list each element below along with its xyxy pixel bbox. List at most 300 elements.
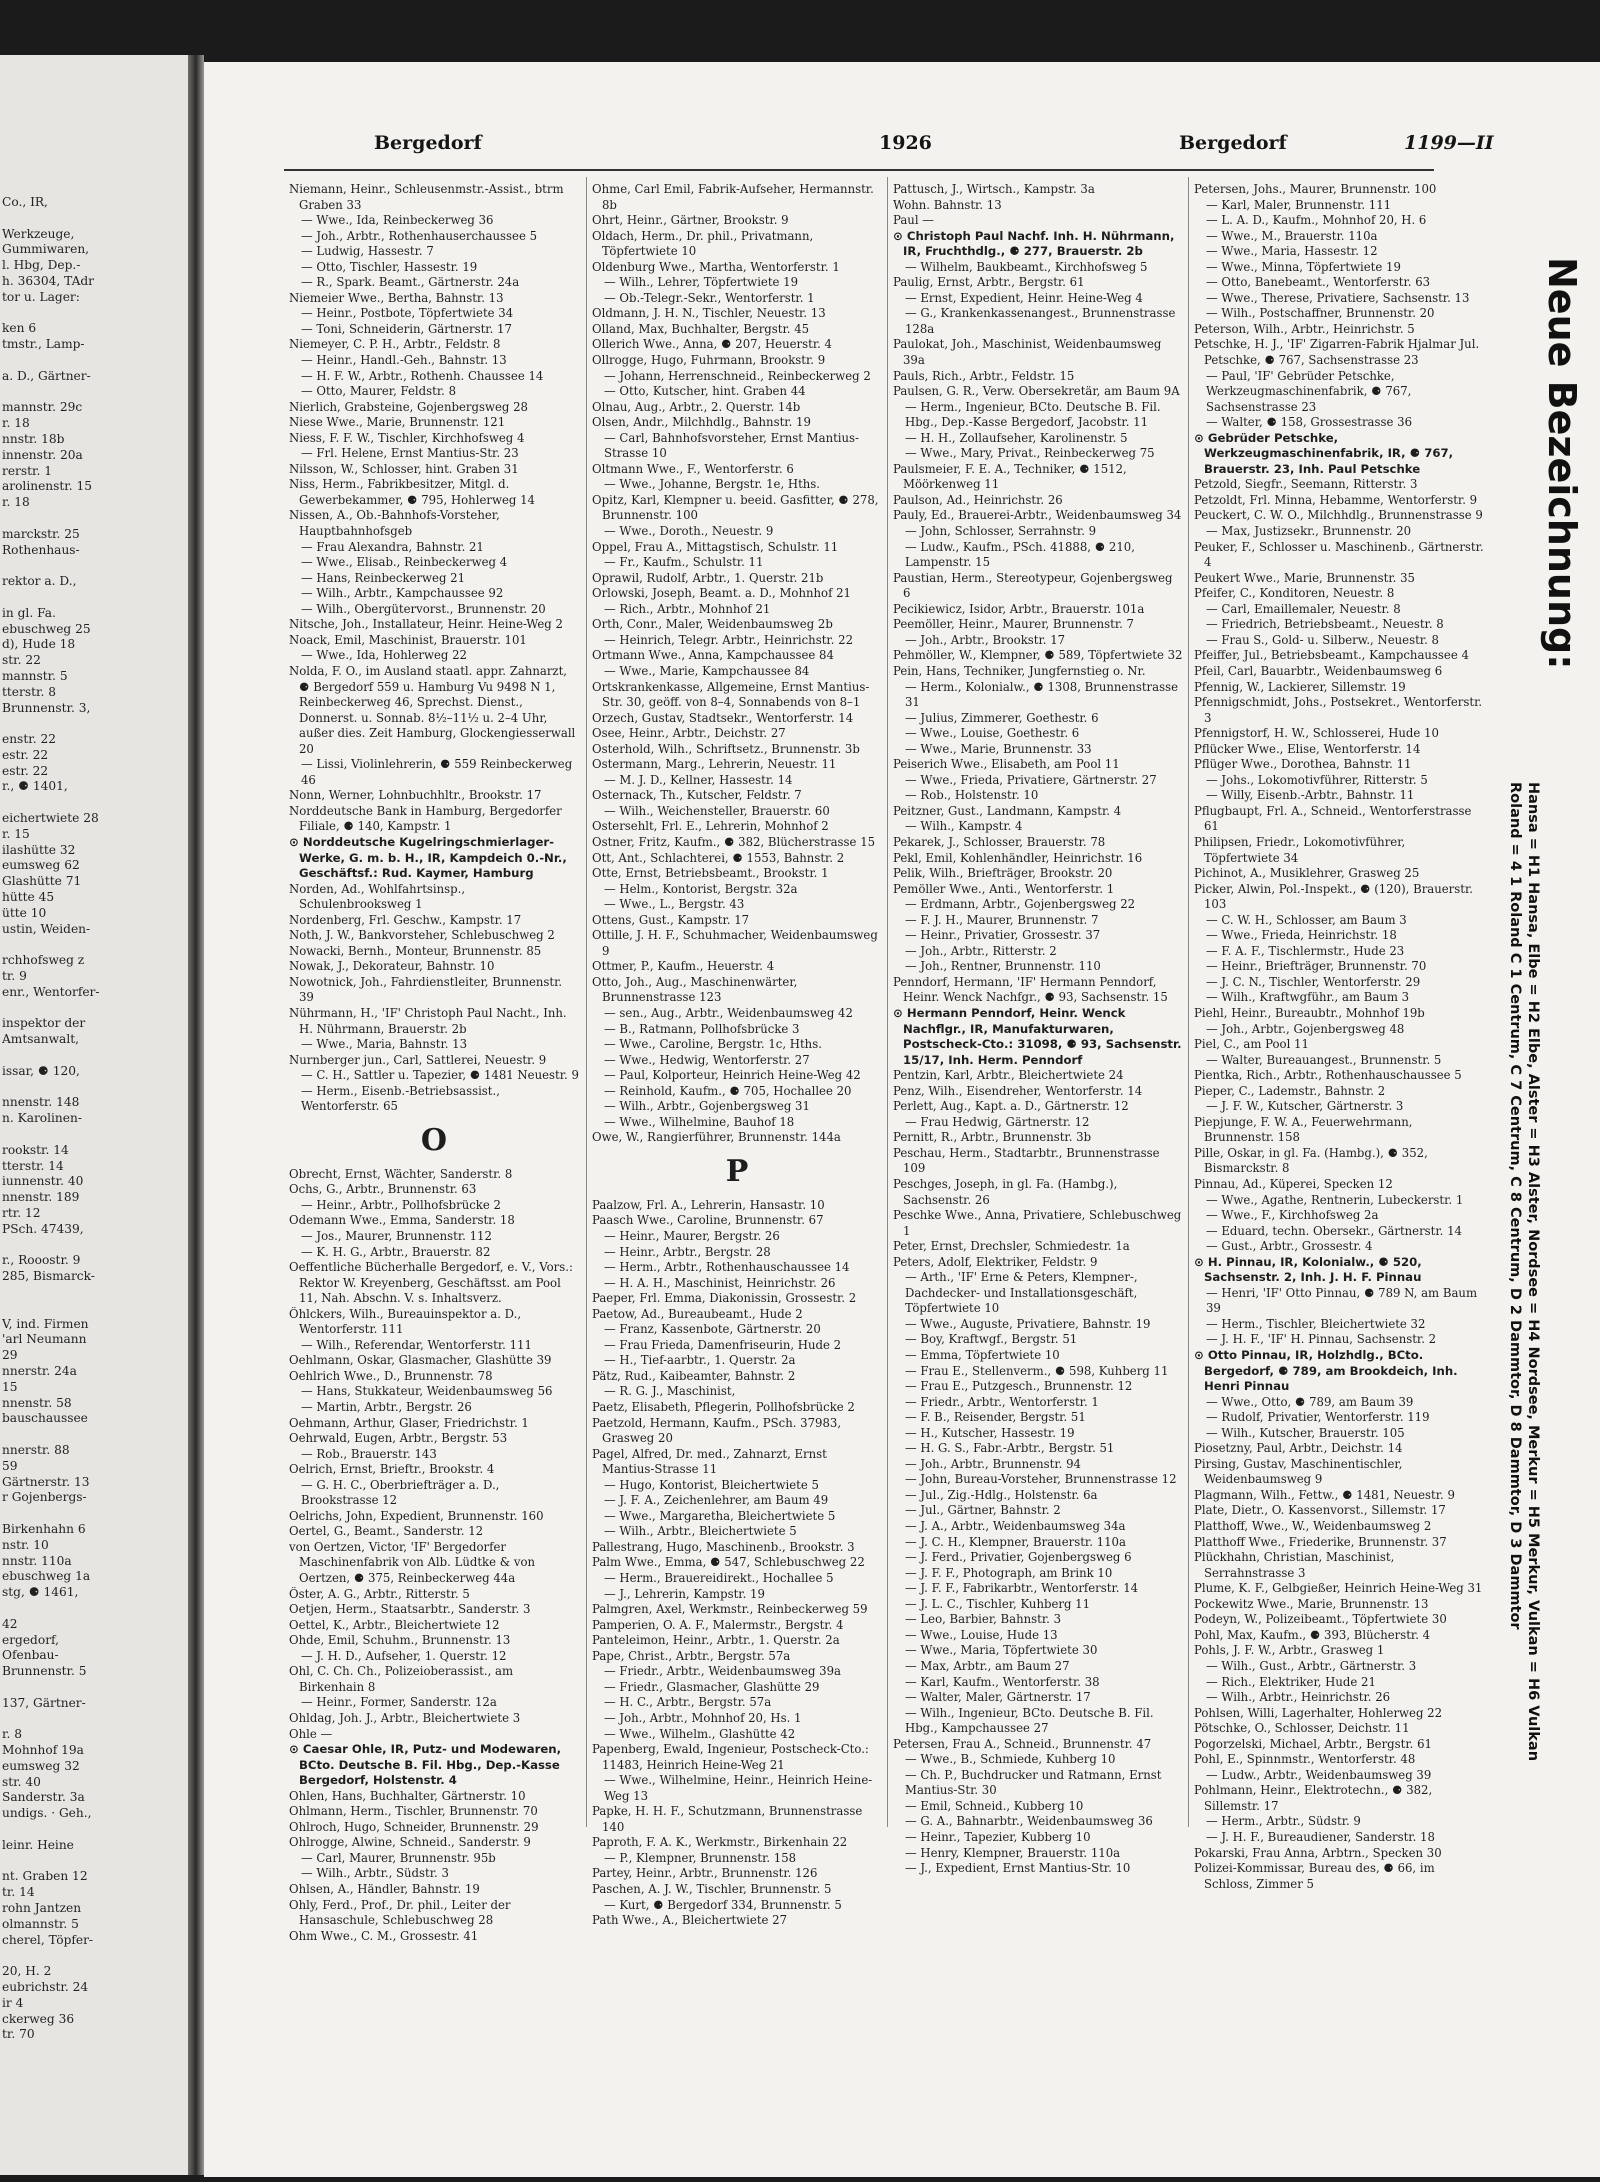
fragment-line: tterstr. 14 <box>2 1158 64 1173</box>
directory-entry: — Heinr., Handl.-Geh., Bahnstr. 13 <box>301 353 507 368</box>
directory-entry: — P., Klempner, Brunnenstr. 158 <box>604 1850 797 1865</box>
fragment-line: V, ind. Firmen <box>2 1316 89 1331</box>
directory-entry: — Heinr., Arbtr., Pollhofsbrücke 2 <box>301 1197 501 1212</box>
directory-entry: Paeper, Frl. Emma, Diakonissin, Grossestr. 2 <box>592 1291 857 1306</box>
fragment-line: nnstr. 110a <box>2 1553 72 1568</box>
directory-entry: — Heinr., Maurer, Bergstr. 26 <box>604 1229 780 1243</box>
fragment-line: nnenstr. 189 <box>2 1190 80 1205</box>
fragment-line: str. 40 <box>2 1774 41 1789</box>
fragment-line: Brunnenstr. 5 <box>2 1664 87 1679</box>
fragment-line: Brunnenstr. 3, <box>2 700 91 715</box>
directory-entry: — Friedr., Arbtr., Wentorferstr. 1 <box>905 1394 1099 1409</box>
directory-entry: Nitsche, Joh., Installateur, Heinr. Heine-Weg 2 <box>289 617 563 632</box>
directory-entry: — Wwe., Ida, Hohlerweg 22 <box>301 648 467 663</box>
directory-entry: Niess, F. F. W., Tischler, Kirchhofsweg 4 <box>289 430 525 445</box>
directory-entry: — Herm., Arbtr., Rothenhauschaussee 14 <box>604 1260 850 1275</box>
directory-entry: Oldenburg Wwe., Martha, Wentorferstr. 1 <box>592 259 840 274</box>
directory-entry: — Ludwig, Hassestr. 7 <box>301 244 434 259</box>
fragment-line: Birkenhahn 6 <box>2 1521 86 1536</box>
directory-entry: Pape, Christ., Arbtr., Bergstr. 57a <box>592 1648 791 1663</box>
directory-entry: Ochs, G., Arbtr., Brunnenstr. 63 <box>289 1182 477 1197</box>
fragment-line: PSch. 47439, <box>2 1221 84 1236</box>
directory-entry: — Helm., Kontorist, Bergstr. 32a <box>604 881 798 896</box>
fragment-line: nstr. 10 <box>2 1537 49 1552</box>
directory-entry: Ottens, Gust., Kampstr. 17 <box>592 912 750 927</box>
directory-entry: — Wwe., M., Brauerstr. 110a <box>1206 228 1378 243</box>
fragment-line <box>2 211 186 227</box>
directory-entry: — Wilh., Arbtr., Südstr. 3 <box>301 1866 449 1881</box>
fragment-line: undigs. · Geh., <box>2 1806 92 1821</box>
directory-entry: — J. C. N., Tischler, Wentorferstr. 29 <box>1206 974 1421 989</box>
directory-entry: Oltmann Wwe., F., Wentorferstr. 6 <box>592 461 794 476</box>
directory-entry: Platthoff, Wwe., W., Weidenbaumsweg 2 <box>1194 1519 1432 1534</box>
directory-entry: Pfennigschmidt, Johs., Postsekret., Wentorferstr. 3 <box>1194 695 1483 725</box>
side-note-line: Hansa = H1 Hansa, Elbe = H2 Elbe, Alster = H3 Alster, Nordsee = H4 Nordsee, Merkur = H5 Merkur, Vulkan = H6 Vulkan <box>1525 782 1541 1762</box>
directory-entry: Opitz, Karl, Klempner u. beeid. Gasfitter, ⚈ 278, Brunnenstr. 100 <box>592 492 879 523</box>
directory-entry: — Karl, Maler, Brunnenstr. 111 <box>1206 197 1392 212</box>
directory-entry: Piosetzny, Paul, Arbtr., Deichstr. 14 <box>1194 1441 1403 1456</box>
directory-entry: — Carl, Bahnhofsvorsteher, Ernst Mantius-Strasse 10 <box>604 430 860 461</box>
directory-entry: Norddeutsche Bank in Hamburg, Bergedorfer Filiale, ⚈ 140, Kampstr. 1 <box>289 803 562 834</box>
fragment-line: nnenstr. 58 <box>2 1395 72 1410</box>
directory-entry: Path Wwe., A., Bleichertwiete 27 <box>592 1913 788 1928</box>
directory-entry: Ottmer, P., Kaufm., Heuerstr. 4 <box>592 959 775 974</box>
directory-entry: — Wilh., Arbtr., Gojenbergsweg 31 <box>604 1099 810 1114</box>
fragment-line: hütte 45 <box>2 890 55 905</box>
directory-entry: Pogorzelski, Michael, Arbtr., Bergstr. 61 <box>1194 1736 1432 1751</box>
directory-entry: Piehl, Heinr., Bureaubtr., Mohnhof 19b <box>1194 1005 1425 1020</box>
directory-entry: Ortskrankenkasse, Allgemeine, Ernst Mantius-Str. 30, geöff. von 8–4, Sonnabends von 8–1 <box>592 679 870 710</box>
directory-entry: Oldach, Herm., Dr. phil., Privatmann, Töpfertwiete 10 <box>592 228 814 259</box>
fragment-line <box>2 716 186 732</box>
directory-entry: — Hans, Stukkateur, Weidenbaumsweg 56 <box>301 1384 553 1399</box>
directory-entry: Obrecht, Ernst, Wächter, Sanderstr. 8 <box>289 1166 513 1181</box>
directory-entry: — Kurt, ⚈ Bergedorf 334, Brunnenstr. 5 <box>604 1897 842 1912</box>
directory-entry: — Wwe., Hedwig, Wentorferstr. 27 <box>604 1052 810 1067</box>
directory-entry: Paul — <box>893 213 934 228</box>
directory-entry: — Karl, Kaufm., Wentorferstr. 38 <box>905 1674 1100 1689</box>
directory-entry: Paalzow, Frl. A., Lehrerin, Hansastr. 10 <box>592 1197 825 1212</box>
directory-entry: Oeffentliche Bücherhalle Bergedorf, e. V., Vors.: Rektor W. Kreyenberg, Geschäftsst. am Pool 11, Nah. Abschn. V. s. Inhaltsverz. <box>289 1260 573 1306</box>
directory-entry: Ohly, Ferd., Prof., Dr. phil., Leiter der Hansaschule, Schlebuschweg 28 <box>289 1897 511 1928</box>
directory-entry: — Wwe., Marie, Brunnenstr. 33 <box>905 741 1092 756</box>
directory-entry: Norden, Ad., Wohlfahrtsinsp., Schulenbrooksweg 1 <box>289 881 466 912</box>
directory-entry: — H. G. S., Fabr.-Arbtr., Bergstr. 51 <box>905 1441 1115 1456</box>
directory-entry: — Wwe., Johanne, Bergstr. 1e, Hths. <box>604 477 821 492</box>
directory-entry: Noth, J. W., Bankvorsteher, Schlebuschweg 2 <box>289 928 555 943</box>
fragment-line <box>2 1080 186 1096</box>
page-number: 1199—II <box>1404 132 1494 154</box>
fragment-line <box>2 937 186 953</box>
directory-entry: Picker, Alwin, Pol.-Inspekt., ⚈ (120), Brauerstr. 103 <box>1194 881 1473 912</box>
fragment-line: rektor a. D., <box>2 574 77 589</box>
directory-entry: — L. A. D., Kaufm., Mohnhof 20, H. 6 <box>1206 213 1427 228</box>
directory-entry: — Carl, Maurer, Brunnenstr. 95b <box>301 1850 496 1865</box>
directory-entry: — Wwe., Frieda, Privatiere, Gärtnerstr. 27 <box>905 772 1157 787</box>
directory-entry: — Rudolf, Privatier, Wentorferstr. 119 <box>1206 1410 1430 1425</box>
directory-entry: — Heinr., Briefträger, Brunnenstr. 70 <box>1206 959 1427 974</box>
directory-entry: — J. C. H., Klempner, Brauerstr. 110a <box>905 1534 1126 1549</box>
directory-entry: Pamperien, O. A. F., Malermstr., Bergstr. 4 <box>592 1617 844 1632</box>
directory-entry: ⊙ H. Pinnau, IR, Kolonialw., ⚈ 520, Sachsenstr. 2, Inh. J. H. F. Pinnau <box>1194 1254 1422 1285</box>
fragment-line: Co., IR, <box>2 195 48 209</box>
directory-entry: — Wilh., Postschaffner, Brunnenstr. 20 <box>1206 306 1435 321</box>
directory-entry: Ohlrogge, Alwine, Schneid., Sanderstr. 9 <box>289 1835 531 1850</box>
fragment-line: innenstr. 20a <box>2 447 83 462</box>
directory-entry: Öster, A. G., Arbtr., Ritterstr. 5 <box>289 1586 470 1601</box>
directory-entry: Pflugbaupt, Frl. A., Schneid., Wentorferstrasse 61 <box>1194 803 1472 834</box>
directory-entry: Ohlen, Hans, Buchhalter, Gärtnerstr. 10 <box>289 1788 526 1803</box>
fragment-line: eumsweg 62 <box>2 858 80 873</box>
directory-entry: — Wilh., Kutscher, Brauerstr. 105 <box>1206 1425 1405 1440</box>
directory-entry: Ollrogge, Hugo, Fuhrmann, Brookstr. 9 <box>592 353 826 368</box>
fragment-line <box>2 1948 186 1964</box>
directory-entry: — Wilh., Lehrer, Töpfertwiete 19 <box>604 275 799 290</box>
directory-entry: — Joh., Rentner, Brunnenstr. 110 <box>905 959 1101 974</box>
directory-entry: — G. A., Bahnarbtr., Weidenbaumsweg 36 <box>905 1814 1153 1829</box>
directory-entry: Petschke, H. J., 'IF' Zigarren-Fabrik Hjalmar Jul. Petschke, ⚈ 767, Sachsenstrasse 23 <box>1194 337 1480 368</box>
directory-entry: Piel, C., am Pool 11 <box>1194 1037 1309 1052</box>
directory-entry: Peschges, Joseph, in gl. Fa. (Hambg.), Sachsenstr. 26 <box>893 1177 1118 1207</box>
directory-entry: Pirsing, Gustav, Maschinentischler, Weidenbaumsweg 9 <box>1194 1456 1403 1487</box>
directory-entry: Owe, W., Rangierführer, Brunnenstr. 144a <box>592 1130 841 1145</box>
fragment-line: Gummiwaren, <box>2 242 90 257</box>
directory-entry: Petersen, Frau A., Schneid., Brunnenstr. 47 <box>893 1736 1152 1751</box>
fragment-line: r Gojenbergs- <box>2 1490 87 1505</box>
directory-entry: — J. F. F., Photograph, am Brink 10 <box>905 1565 1113 1580</box>
directory-entry: — J. F. A., Zeichenlehrer, am Baum 49 <box>604 1493 829 1508</box>
directory-entry: Osterhold, Wilh., Schriftsetz., Brunnenstr. 3b <box>592 741 860 756</box>
directory-entry: — Wwe., Therese, Privatiere, Sachsenstr. 13 <box>1206 290 1470 305</box>
directory-entry: Ostner, Fritz, Kaufm., ⚈ 382, Blücherstrasse 15 <box>592 834 876 849</box>
directory-entry: — Frau Alexandra, Bahnstr. 21 <box>301 539 484 554</box>
directory-entry: Olsen, Andr., Milchhdlg., Bahnstr. 19 <box>592 415 811 430</box>
directory-entry: — Walter, ⚈ 158, Grossestrasse 36 <box>1206 415 1413 430</box>
directory-entry: Ohldag, Joh. J., Arbtr., Bleichertwiete 3 <box>289 1710 521 1725</box>
adjacent-page-fragment <box>0 55 188 2175</box>
directory-entry: — Wilh., Referendar, Wentorferstr. 111 <box>301 1337 532 1352</box>
directory-entry: Ohle — <box>289 1726 333 1741</box>
directory-entry: Nowotnick, Joh., Fahrdienstleiter, Brunnenstr. 39 <box>289 974 563 1005</box>
directory-entry: Philipsen, Friedr., Lokomotivführer, Töpfertwiete 34 <box>1194 834 1406 865</box>
directory-entry: — J. Ferd., Privatier, Gojenbergsweg 6 <box>905 1550 1132 1565</box>
directory-entry: Otto, Joh., Aug., Maschinenwärter, Brunnenstrasse 123 <box>592 974 798 1005</box>
directory-entry: — Joh., Arbtr., Brookstr. 17 <box>905 632 1066 647</box>
directory-entry: — Ch. P., Buchdrucker und Ratmann, Ernst Mantius-Str. 30 <box>905 1767 1162 1798</box>
directory-entry: — John, Bureau-Vorsteher, Brunnenstrasse 12 <box>905 1472 1177 1487</box>
fragment-line: ustin, Weiden- <box>2 921 91 936</box>
side-title: Neue Bezeichnung: <box>1540 257 1584 670</box>
directory-entry: — Joh., Arbtr., Mohnhof 20, Hs. 1 <box>604 1710 802 1725</box>
directory-entry: — F. A. F., Tischlermstr., Hude 23 <box>1206 943 1405 958</box>
directory-entry: Ortmann Wwe., Anna, Kampchaussee 84 <box>592 648 834 663</box>
directory-entry: Pein, Hans, Techniker, Jungfernstieg o. Nr. <box>893 663 1146 678</box>
directory-entry: — Jos., Maurer, Brunnenstr. 112 <box>301 1229 492 1243</box>
adjacent-page-text <box>2 195 186 2043</box>
directory-entry: — Herm., Eisenb.-Betriebsassist., Wentorferstr. 65 <box>301 1083 500 1114</box>
fragment-line: nnenstr. 148 <box>2 1095 80 1110</box>
directory-entry: — Wilh., Ingenieur, BCto. Deutsche B. Fil. Hbg., Kampchaussee 27 <box>905 1705 1154 1736</box>
fragment-line <box>2 1506 186 1522</box>
directory-entry: Palmgren, Axel, Werkmstr., Reinbeckerweg 59 <box>592 1602 868 1617</box>
directory-entry: — Otto, Kutscher, hint. Graben 44 <box>604 384 806 399</box>
fragment-line: estr. 22 <box>2 747 49 762</box>
directory-entry: Pekl, Emil, Kohlenhändler, Heinrichstr. 16 <box>893 850 1143 865</box>
fragment-line: 59 <box>2 1458 18 1473</box>
fragment-line: stg, ⚈ 1461, <box>2 1585 79 1600</box>
directory-entry: — Wwe., Wilhelmine, Heinr., Heinrich Heine-Weg 13 <box>604 1773 873 1803</box>
directory-entry: — Walter, Maler, Gärtnerstr. 17 <box>905 1690 1091 1705</box>
directory-entry: ⊙ Hermann Penndorf, Heinr. Wenck Nachflgr., IR, Manufakturwaren, Postscheck-Cto.: 31098, ⚈ 93, Sachsenstr. 15/17, Inh. Herm. Penndorf <box>893 1005 1182 1067</box>
directory-entry: Ohl, C. Ch. Ch., Polizeioberassist., am Birkenhain 8 <box>289 1664 514 1694</box>
header-left-title: Bergedorf <box>374 132 482 154</box>
fragment-line: Ofenbau- <box>2 1648 59 1663</box>
directory-entry: — Wwe., Louise, Hude 13 <box>905 1627 1058 1642</box>
directory-entry: Ohlsen, A., Händler, Bahnstr. 19 <box>289 1881 480 1896</box>
directory-entry: — G., Krankenkassenangest., Brunnenstrasse 128a <box>905 306 1176 336</box>
directory-entry: — Joh., Arbtr., Ritterstr. 2 <box>905 943 1057 958</box>
directory-entry: Pohlmann, Heinr., Elektrotechn., ⚈ 382, Sillemstr. 17 <box>1194 1783 1433 1813</box>
directory-entry: Piepjunge, F. W. A., Feuerwehrmann, Brunnenstr. 158 <box>1194 1114 1413 1145</box>
directory-entry: Pokarski, Frau Anna, Arbtrn., Specken 30 <box>1194 1845 1442 1860</box>
directory-entry: Pfeil, Carl, Bauarbtr., Weidenbaumsweg 6 <box>1194 663 1443 678</box>
directory-entry: — Wwe., Maria, Töpfertwiete 30 <box>905 1643 1098 1658</box>
directory-entry: — Wilh., Weichensteller, Brauerstr. 60 <box>604 803 830 818</box>
directory-entry: — B., Ratmann, Pollhofsbrücke 3 <box>604 1021 800 1036</box>
directory-entry: Pohls, J. F. W., Arbtr., Grasweg 1 <box>1194 1643 1385 1658</box>
directory-entry: Nordenberg, Frl. Geschw., Kampstr. 17 <box>289 912 522 927</box>
directory-entry: — Wilh., Arbtr., Heinrichstr. 26 <box>1206 1690 1391 1705</box>
directory-entry: Peschau, Herm., Stadtarbtr., Brunnenstrasse 109 <box>893 1145 1160 1176</box>
directory-entry: Olland, Max, Buchhalter, Bergstr. 45 <box>592 321 810 336</box>
directory-entry: — Heinr., Former, Sanderstr. 12a <box>301 1695 497 1710</box>
section-letter: P <box>725 1153 749 1189</box>
directory-entry: — Otto, Tischler, Hassestr. 19 <box>301 259 478 274</box>
fragment-line: rerstr. 1 <box>2 463 53 478</box>
directory-entry: — Herm., Brauereidirekt., Hochallee 5 <box>604 1571 834 1586</box>
fragment-line: rtr. 12 <box>2 1206 41 1220</box>
directory-entry: — Wwe., B., Schmiede, Kuhberg 10 <box>905 1752 1116 1767</box>
directory-entry: — Heinrich, Telegr. Arbtr., Heinrichstr. 22 <box>604 632 853 647</box>
directory-entry: Ohrt, Heinr., Gärtner, Brookstr. 9 <box>592 213 789 228</box>
directory-entry: Pfeifer, C., Konditoren, Neuestr. 8 <box>1194 586 1395 601</box>
directory-column-4 <box>1194 182 1484 1892</box>
directory-entry: Oppel, Frau A., Mittagstisch, Schulstr. 11 <box>592 539 839 554</box>
fragment-line: enstr. 22 <box>2 732 56 747</box>
fragment-line: ütte 10 <box>2 905 47 920</box>
directory-entry: Plagmann, Wilh., Fettw., ⚈ 1481, Neuestr. 9 <box>1194 1487 1455 1502</box>
fragment-line: rchhofsweg z <box>2 953 85 968</box>
directory-entry: Niemann, Heinr., Schleusenmstr.-Assist., btrm Graben 33 <box>289 182 564 212</box>
directory-entry: — M. J. D., Kellner, Hassestr. 14 <box>604 772 793 787</box>
directory-entry: Pauls, Rich., Arbtr., Feldstr. 15 <box>893 368 1075 383</box>
directory-entry: Peiserich Wwe., Elisabeth, am Pool 11 <box>893 757 1120 772</box>
directory-entry: — Herm., Ingenieur, BCto. Deutsche B. Fil. Hbg., Dep.-Kasse Bergedorf, Jacobstr. 11 <box>905 399 1161 430</box>
directory-entry: Pecikiewicz, Isidor, Arbtr., Brauerstr. 101a <box>893 601 1145 616</box>
directory-entry: — H., Kutscher, Hassestr. 19 <box>905 1425 1075 1440</box>
column-divider <box>887 177 888 1827</box>
directory-entry: Pichinot, A., Musiklehrer, Grasweg 25 <box>1194 866 1420 881</box>
directory-entry: Platthoff Wwe., Friederike, Brunnenstr. 37 <box>1194 1534 1447 1549</box>
directory-entry: — Wwe., L., Bergstr. 43 <box>604 897 745 912</box>
fragment-line <box>2 1822 186 1838</box>
directory-entry: Oelrich, Ernst, Brieftr., Brookstr. 4 <box>289 1462 495 1477</box>
directory-entry: Plume, K. F., Gelbgießer, Heinrich Heine-Weg 31 <box>1194 1581 1483 1596</box>
directory-entry: — Wwe., Maria, Hassestr. 12 <box>1206 244 1378 259</box>
fragment-line <box>2 1238 186 1254</box>
directory-entry: — Julius, Zimmerer, Goethestr. 6 <box>905 710 1099 725</box>
fragment-line: 20, H. 2 <box>2 1964 52 1979</box>
directory-entry: Petzold, Siegfr., Seemann, Ritterstr. 3 <box>1194 477 1418 492</box>
directory-entry: — Eduard, techn. Obersekr., Gärtnerstr. 14 <box>1206 1223 1462 1238</box>
page-header <box>204 132 1600 172</box>
directory-entry: — Wwe., Caroline, Bergstr. 1c, Hths. <box>604 1037 822 1052</box>
fragment-line: Gärtnerstr. 13 <box>2 1474 90 1489</box>
directory-entry: Peters, Adolf, Elektriker, Feldstr. 9 <box>893 1254 1098 1269</box>
fragment-line <box>2 1285 186 1301</box>
directory-entry: Ohme, Carl Emil, Fabrik-Aufseher, Hermannstr. 8b <box>592 182 874 212</box>
directory-entry: — Wilh., Obergütervorst., Brunnenstr. 20 <box>301 601 546 616</box>
directory-entry: — Ludw., Arbtr., Weidenbaumsweg 39 <box>1206 1767 1432 1782</box>
directory-entry: — Wilhelm, Baukbeamt., Kirchhofsweg 5 <box>905 259 1148 274</box>
directory-column-3 <box>893 182 1183 1877</box>
directory-entry: Pinnau, Ad., Küperei, Specken 12 <box>1194 1177 1393 1191</box>
directory-entry: Pallestrang, Hugo, Maschinenb., Brookstr. 3 <box>592 1539 855 1554</box>
directory-entry: Osternack, Th., Kutscher, Feldstr. 7 <box>592 788 802 803</box>
directory-entry: — Frau E., Putzgesch., Brunnenstr. 12 <box>905 1379 1133 1394</box>
directory-entry: Pflüger Wwe., Dorothea, Bahnstr. 11 <box>1194 757 1412 772</box>
directory-entry: — Fr., Kaufm., Schulstr. 11 <box>604 555 764 570</box>
fragment-line: marckstr. 25 <box>2 526 80 541</box>
directory-entry: — Wwe., Elisab., Reinbeckerweg 4 <box>301 555 508 570</box>
directory-entry: Pflücker Wwe., Elise, Wentorferstr. 14 <box>1194 741 1421 756</box>
directory-entry: Niemeyer, C. P. H., Arbtr., Feldstr. 8 <box>289 337 501 352</box>
directory-entry: — Wwe., Doroth., Neuestr. 9 <box>604 524 774 539</box>
fragment-line <box>2 385 186 401</box>
directory-entry: — Willy, Eisenb.-Arbtr., Bahnstr. 11 <box>1206 788 1415 803</box>
directory-entry: — Rob., Holstenstr. 10 <box>905 788 1039 803</box>
fragment-line: nt. Graben 12 <box>2 1869 88 1884</box>
directory-entry: Pätz, Rud., Kaibeamter, Bahnstr. 2 <box>592 1368 796 1383</box>
directory-entry: — Wilh., Arbtr., Bleichertwiete 5 <box>604 1524 797 1539</box>
directory-entry: — Ob.-Telegr.-Sekr., Wentorferstr. 1 <box>604 290 815 305</box>
directory-entry: Oetjen, Herm., Staatsarbtr., Sanderstr. 3 <box>289 1602 531 1617</box>
directory-entry: Oelrichs, John, Expedient, Brunnenstr. 160 <box>289 1508 544 1523</box>
fragment-line: inspektor der <box>2 1016 86 1031</box>
fragment-line: in gl. Fa. <box>2 605 56 620</box>
fragment-line: ebuschweg 25 <box>2 621 91 636</box>
fragment-line: n. Karolinen- <box>2 1111 82 1126</box>
directory-entry: — R. G. J., Maschinist, <box>604 1384 736 1399</box>
directory-entry: — Frl. Helene, Ernst Mantius-Str. 23 <box>301 446 519 461</box>
fragment-line <box>2 511 186 527</box>
fragment-line: ebuschweg 1a <box>2 1569 91 1584</box>
fragment-line <box>2 1001 186 1017</box>
directory-entry: ⊙ Caesar Ohle, IR, Putz- und Modewaren, BCto. Deutsche B. Fil. Hbg., Dep.-Kasse Bergedorf, Holstenstr. 4 <box>289 1742 562 1788</box>
directory-entry: Paulokat, Joh., Maschinist, Weidenbaumsweg 39a <box>893 337 1162 368</box>
directory-entry: Petersen, Johs., Maurer, Brunnenstr. 100 <box>1194 182 1437 196</box>
directory-entry: Nissen, A., Ob.-Bahnhofs-Vorsteher, Hauptbahnhofsgeb <box>289 508 500 539</box>
directory-entry: Partey, Heinr., Arbtr., Brunnenstr. 126 <box>592 1866 818 1881</box>
directory-entry: Ohlmann, Herm., Tischler, Brunnenstr. 70 <box>289 1804 538 1819</box>
directory-entry: — Walter, Bureauangest., Brunnenstr. 5 <box>1206 1052 1442 1067</box>
directory-entry: Peter, Ernst, Drechsler, Schmiedestr. 1a <box>893 1239 1130 1254</box>
directory-entry: Ostersehlt, Frl. E., Lehrerin, Mohnhof 2 <box>592 819 829 834</box>
fragment-line <box>2 1680 186 1696</box>
directory-entry: Panteleimon, Heinr., Arbtr., 1. Querstr. 2a <box>592 1633 840 1648</box>
directory-entry: — Ernst, Expedient, Heinr. Heine-Weg 4 <box>905 290 1143 305</box>
directory-entry: Perlett, Aug., Kapt. a. D., Gärtnerstr. 12 <box>893 1099 1129 1114</box>
directory-entry: — Heinr., Privatier, Grossestr. 37 <box>905 928 1101 943</box>
directory-entry: — J. A., Arbtr., Weidenbaumsweg 34a <box>905 1519 1126 1534</box>
directory-entry: von Oertzen, Victor, 'IF' Bergedorfer Maschinenfabrik von Alb. Lüdtke & von Oertzen, ⚈ 375, Reinbeckerweg 44a <box>289 1539 536 1586</box>
directory-entry: — Paul, Kolporteur, Heinrich Heine-Weg 42 <box>604 1068 861 1083</box>
directory-entry: Paasch Wwe., Caroline, Brunnenstr. 67 <box>592 1213 824 1228</box>
directory-entry: — F. B., Reisender, Bergstr. 51 <box>905 1410 1086 1425</box>
fragment-line: r. 18 <box>2 416 30 431</box>
directory-entry: — Leo, Barbier, Bahnstr. 3 <box>905 1612 1062 1627</box>
directory-entry: — H. C., Arbtr., Bergstr. 57a <box>604 1695 772 1710</box>
fragment-line <box>2 353 186 369</box>
directory-entry: Pehmöller, W., Klempner, ⚈ 589, Töpfertwiete 32 <box>893 648 1183 663</box>
column-divider <box>1188 177 1189 1827</box>
fragment-line: mannstr. 5 <box>2 668 68 683</box>
header-year: 1926 <box>879 132 932 154</box>
directory-entry: Pötschke, O., Schlosser, Deichstr. 11 <box>1194 1721 1410 1736</box>
directory-entry: Pauly, Ed., Brauerei-Arbtr., Weidenbaumsweg 34 <box>893 508 1182 523</box>
directory-entry: Nolda, F. O., im Ausland staatl. appr. Zahnarzt, ⚈ Bergedorf 559 u. Hamburg Vu 9498 N 1, Reinbeckerweg 46, Sprechst. Dienst., Donnerst. u. Sonnab. 8½–11½ u. 2–4 Uhr, außer dies. Zeit Hamburg, Glockengiesserwall 20 <box>289 663 576 756</box>
fragment-line: tr. 14 <box>2 1885 35 1900</box>
fragment-line: tmstr., Lamp- <box>2 337 85 352</box>
directory-entry: Oehmann, Arthur, Glaser, Friedrichstr. 1 <box>289 1415 529 1430</box>
directory-entry: Oehlmann, Oskar, Glasmacher, Glashütte 39 <box>289 1353 552 1368</box>
directory-entry: Orlowski, Joseph, Beamt. a. D., Mohnhof 21 <box>592 586 851 601</box>
directory-entry: — sen., Aug., Arbtr., Weidenbaumsweg 42 <box>604 1005 853 1020</box>
directory-entry: — Herm., Arbtr., Südstr. 9 <box>1206 1814 1361 1829</box>
book-gutter <box>188 55 204 2175</box>
fragment-line: 285, Bismarck- <box>2 1269 95 1284</box>
directory-entry: — Wwe., Ida, Reinbeckerweg 36 <box>301 213 494 228</box>
directory-entry: Ohm Wwe., C. M., Grossestr. 41 <box>289 1928 479 1943</box>
directory-entry: — Otto, Banebeamt., Wentorferstr. 63 <box>1206 275 1431 290</box>
directory-entry: — John, Schlosser, Serrahnstr. 9 <box>905 524 1097 539</box>
directory-entry: Pagel, Alfred, Dr. med., Zahnarzt, Ernst Mantius-Strasse 11 <box>592 1446 827 1477</box>
directory-entry: — Jul., Gärtner, Bahnstr. 2 <box>905 1503 1061 1518</box>
directory-entry: Papenberg, Ewald, Ingenieur, Postscheck-Cto.: 11483, Heinrich Heine-Weg 21 <box>592 1742 869 1772</box>
directory-entry: — Wwe., Otto, ⚈ 789, am Baum 39 <box>1206 1394 1414 1409</box>
directory-entry: Pernitt, R., Arbtr., Brunnenstr. 3b <box>893 1130 1092 1145</box>
directory-entry: — Wwe., Wilhelm., Glashütte 42 <box>604 1726 796 1741</box>
directory-entry: Olnau, Aug., Arbtr., 2. Querstr. 14b <box>592 399 801 414</box>
fragment-line: l. Hbg, Dep.- <box>2 258 81 273</box>
fragment-line: Sanderstr. 3a <box>2 1790 85 1805</box>
directory-entry: Penz, Wilh., Eisendreher, Wentorferstr. 14 <box>893 1083 1143 1098</box>
fragment-line: ken 6 <box>2 321 37 336</box>
fragment-line: arolinenstr. 15 <box>2 479 93 494</box>
directory-entry: Paetzold, Hermann, Kaufm., PSch. 37983, Grasweg 20 <box>592 1415 842 1446</box>
directory-entry: Peitzner, Gust., Landmann, Kampstr. 4 <box>893 803 1122 818</box>
directory-entry: Oldmann, J. H. N., Tischler, Neuestr. 13 <box>592 306 826 321</box>
directory-entry: — Rob., Brauerstr. 143 <box>301 1446 437 1461</box>
directory-entry: Plate, Dietr., O. Kassenvorst., Sillemstr. 17 <box>1194 1503 1446 1518</box>
directory-entry: Paulson, Ad., Heinrichstr. 26 <box>893 492 1063 507</box>
directory-entry: Plückhahn, Christian, Maschinist, Serrahnstrasse 3 <box>1194 1550 1395 1580</box>
directory-entry: Wohn. Bahnstr. 13 <box>893 197 1002 212</box>
directory-entry: — Wwe., Louise, Goethestr. 6 <box>905 726 1080 741</box>
directory-entry: — Carl, Emaillemaler, Neuestr. 8 <box>1206 601 1401 616</box>
directory-entry: — J., Expedient, Ernst Mantius-Str. 10 <box>905 1861 1131 1876</box>
directory-entry: — Emma, Töpfertwiete 10 <box>905 1348 1060 1363</box>
